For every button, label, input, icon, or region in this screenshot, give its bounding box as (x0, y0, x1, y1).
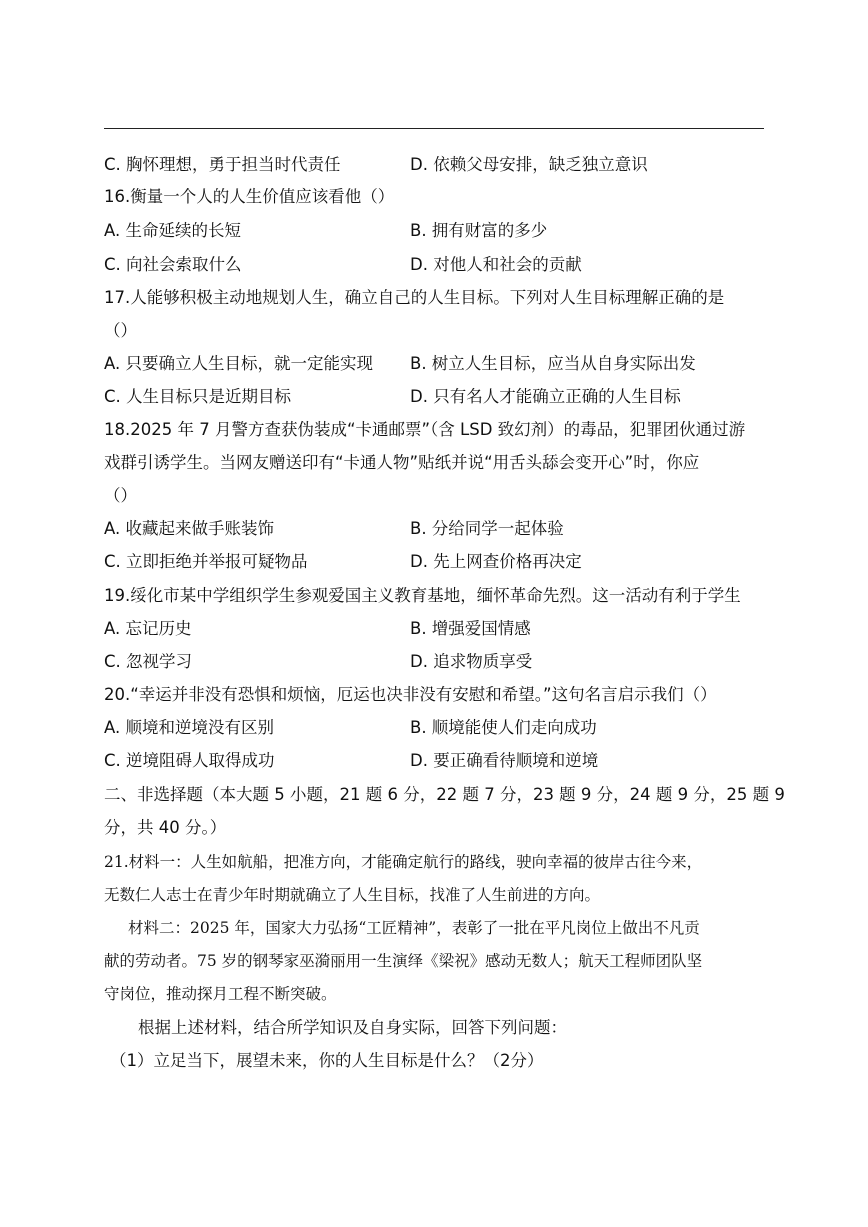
q17-option-c: C. 人生目标只是近期目标 (104, 387, 292, 406)
q20-option-a: A. 顺境和逆境没有区别 (104, 718, 274, 737)
q18-option-a: A. 收藏起来做手账装饰 (104, 519, 274, 538)
q16-stem: 16.衡量一个人的人生价值应该看他（） (104, 187, 395, 206)
q17-stem-line1: 17.人能够积极主动地规划人生，确立自己的人生目标。下列对人生目标理解正确的是 (104, 288, 725, 307)
q20-option-b: B. 顺境能使人们走向成功 (410, 718, 597, 737)
q20-option-c: C. 逆境阻碍人取得成功 (104, 751, 275, 770)
q18-option-c: C. 立即拒绝并举报可疑物品 (104, 552, 308, 571)
q16-option-a: A. 生命延续的长短 (104, 221, 241, 240)
q21-material2-line1: 材料二：2025 年，国家大力弘扬“工匠精神”，表彰了一批在平凡岗位上做出不凡贡 (128, 919, 700, 937)
q19-option-d: D. 追求物质享受 (410, 652, 533, 671)
q19-option-a: A. 忘记历史 (104, 619, 192, 638)
section2-heading-line1: 二、非选择题（本大题 5 小题，21 题 6 分，22 题 7 分，23 题 9 分，24 题 9 分，25 题 9 (104, 785, 785, 804)
q16-option-b: B. 拥有财富的多少 (410, 221, 548, 240)
q16-option-c: C. 向社会索取什么 (104, 255, 242, 274)
q16-option-d: D. 对他人和社会的贡献 (410, 255, 582, 274)
q18-stem-line1: 18.2025 年 7 月警方查获伪装成“卡通邮票”（含 LSD 致幻剂）的毒品，犯罪团伙通过游 (104, 420, 746, 439)
q21-subquestion-1: （1）立足当下，展望未来，你的人生目标是什么？（2分） (110, 1051, 544, 1070)
q21-material2-line3: 守岗位，推动探月工程不断突破。 (104, 985, 337, 1003)
q15-option-d: D. 依赖父母安排，缺乏独立意识 (410, 155, 648, 174)
q15-option-c: C. 胸怀理想，勇于担当时代责任 (104, 155, 341, 174)
q21-material1-line1: 21.材料一：人生如航船，把准方向，才能确定航行的路线，驶向幸福的彼岸古往今来， (104, 853, 703, 871)
header-rule (104, 128, 764, 129)
q20-option-d: D. 要正确看待顺境和逆境 (410, 751, 599, 770)
q21-material1-line2: 无数仁人志士在青少年时期就确立了人生目标，找准了人生前进的方向。 (104, 886, 601, 904)
q18-stem-line2: 戏群引诱学生。当网友赠送印有“卡通人物”贴纸并说“用舌头舔会变开心”时，你应 (104, 453, 700, 472)
q21-instruction: 根据上述材料，结合所学知识及自身实际，回答下列问题： (138, 1018, 567, 1037)
q20-stem: 20.“幸运并非没有恐惧和烦恼，厄运也决非没有安慰和希望。”这句名言启示我们（） (104, 685, 717, 704)
q17-option-d: D. 只有名人才能确立正确的人生目标 (410, 387, 681, 406)
q18-option-b: B. 分给同学一起体验 (410, 519, 564, 538)
q17-stem-line2: （） (104, 321, 137, 340)
q18-stem-line3: （） (104, 486, 137, 505)
section2-heading-line2: 分，共 40 分。） (104, 818, 227, 837)
q19-option-b: B. 增强爱国情感 (410, 619, 531, 638)
q19-stem: 19.绥化市某中学组织学生参观爱国主义教育基地，缅怀革命先烈。这一活动有利于学生 (104, 586, 741, 605)
q18-option-d: D. 先上网查价格再决定 (410, 552, 582, 571)
q17-option-a: A. 只要确立人生目标，就一定能实现 (104, 354, 373, 373)
q19-option-c: C. 忽视学习 (104, 652, 193, 671)
q21-material2-line2: 献的劳动者。75 岁的钢琴家巫漪丽用一生演绎《梁祝》感动无数人；航天工程师团队坚 (104, 952, 703, 970)
q17-option-b: B. 树立人生目标，应当从自身实际出发 (410, 354, 696, 373)
